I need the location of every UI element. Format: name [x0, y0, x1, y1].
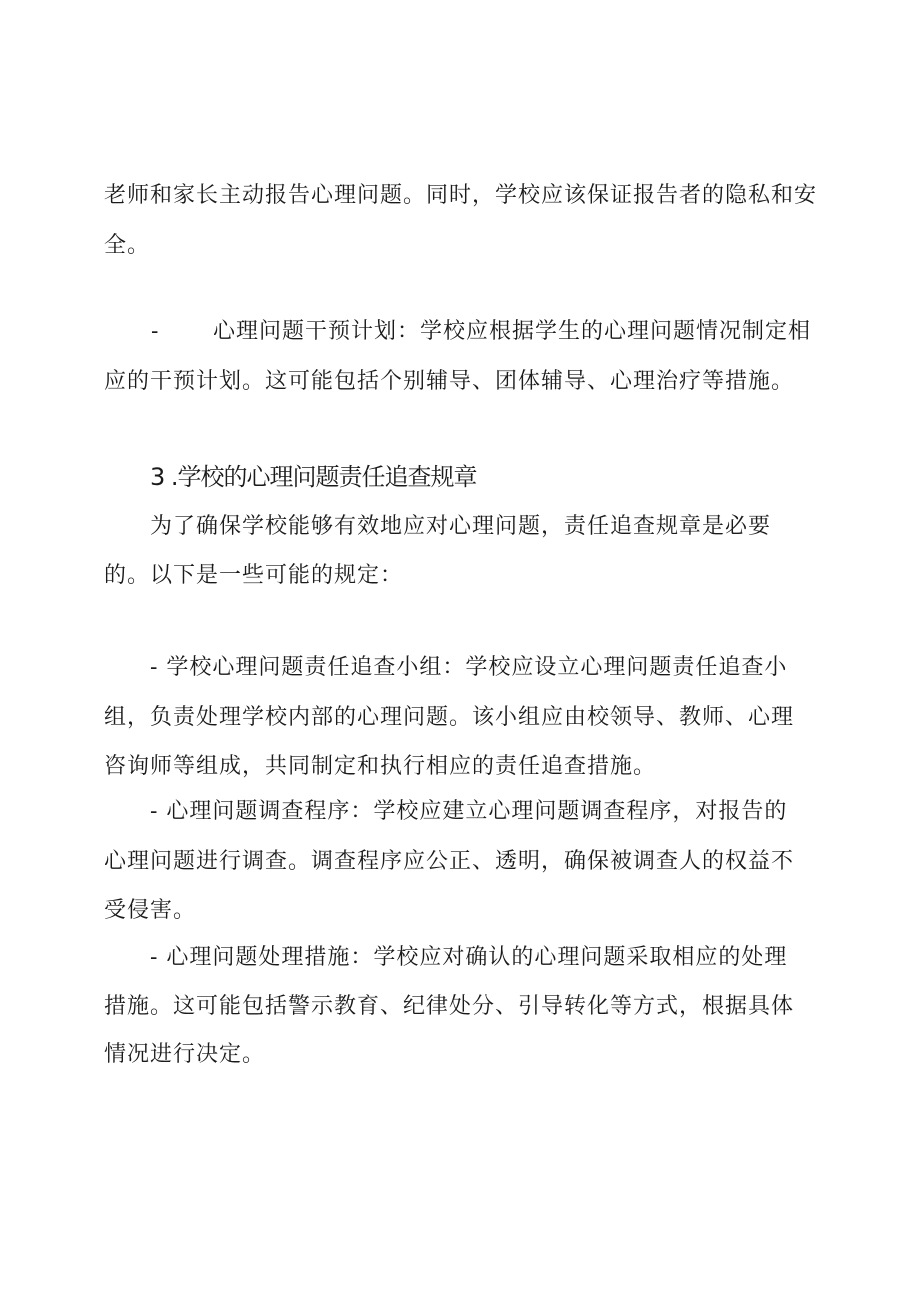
- intervention-line-1: 心理问题干预计划：学校应根据学生的心理问题情况制定相: [213, 319, 812, 344]
- item-1-line-2: 组，负责处理学校内部的心理问题。该小组应由校领导、教师、心理: [104, 705, 795, 730]
- section-3-heading: 3 .学校的心理问题责任追查规章: [150, 463, 477, 491]
- item-1-line-3: 咨询师等组成，共同制定和执行相应的责任追查措施。: [104, 754, 657, 779]
- item-3-line-2: 措施。这可能包括警示教育、纪律处分、引导转化等方式，根据具体: [104, 994, 795, 1019]
- intro-line-2: 全。: [104, 233, 151, 258]
- item-3-line-1: - 心理问题处理措施：学校应对确认的心理问题采取相应的处理: [150, 945, 788, 970]
- intervention-line-2: 应的干预计划。这可能包括个别辅导、团体辅导、心理治疗等措施。: [104, 369, 795, 394]
- section-3-para-line-1: 为了确保学校能够有效地应对心理问题，责任追查规章是必要: [150, 514, 772, 539]
- item-2-line-2: 心理问题进行调查。调查程序应公正、透明，确保被调查人的权益不: [104, 849, 795, 874]
- section-3-para-line-2: 的。以下是一些可能的规定：: [104, 563, 404, 588]
- item-1-line-1: - 学校心理问题责任追查小组：学校应设立心理问题责任追查小: [150, 655, 788, 680]
- item-2-line-1: - 心理问题调查程序：学校应建立心理问题调查程序，对报告的: [150, 799, 788, 824]
- intervention-dash: -: [151, 319, 159, 344]
- item-2-line-3: 受侵害。: [104, 898, 197, 923]
- item-3-line-3: 情况进行决定。: [104, 1042, 266, 1067]
- intro-line-1: 老师和家长主动报告心理问题。同时，学校应该保证报告者的隐私和安: [104, 183, 818, 208]
